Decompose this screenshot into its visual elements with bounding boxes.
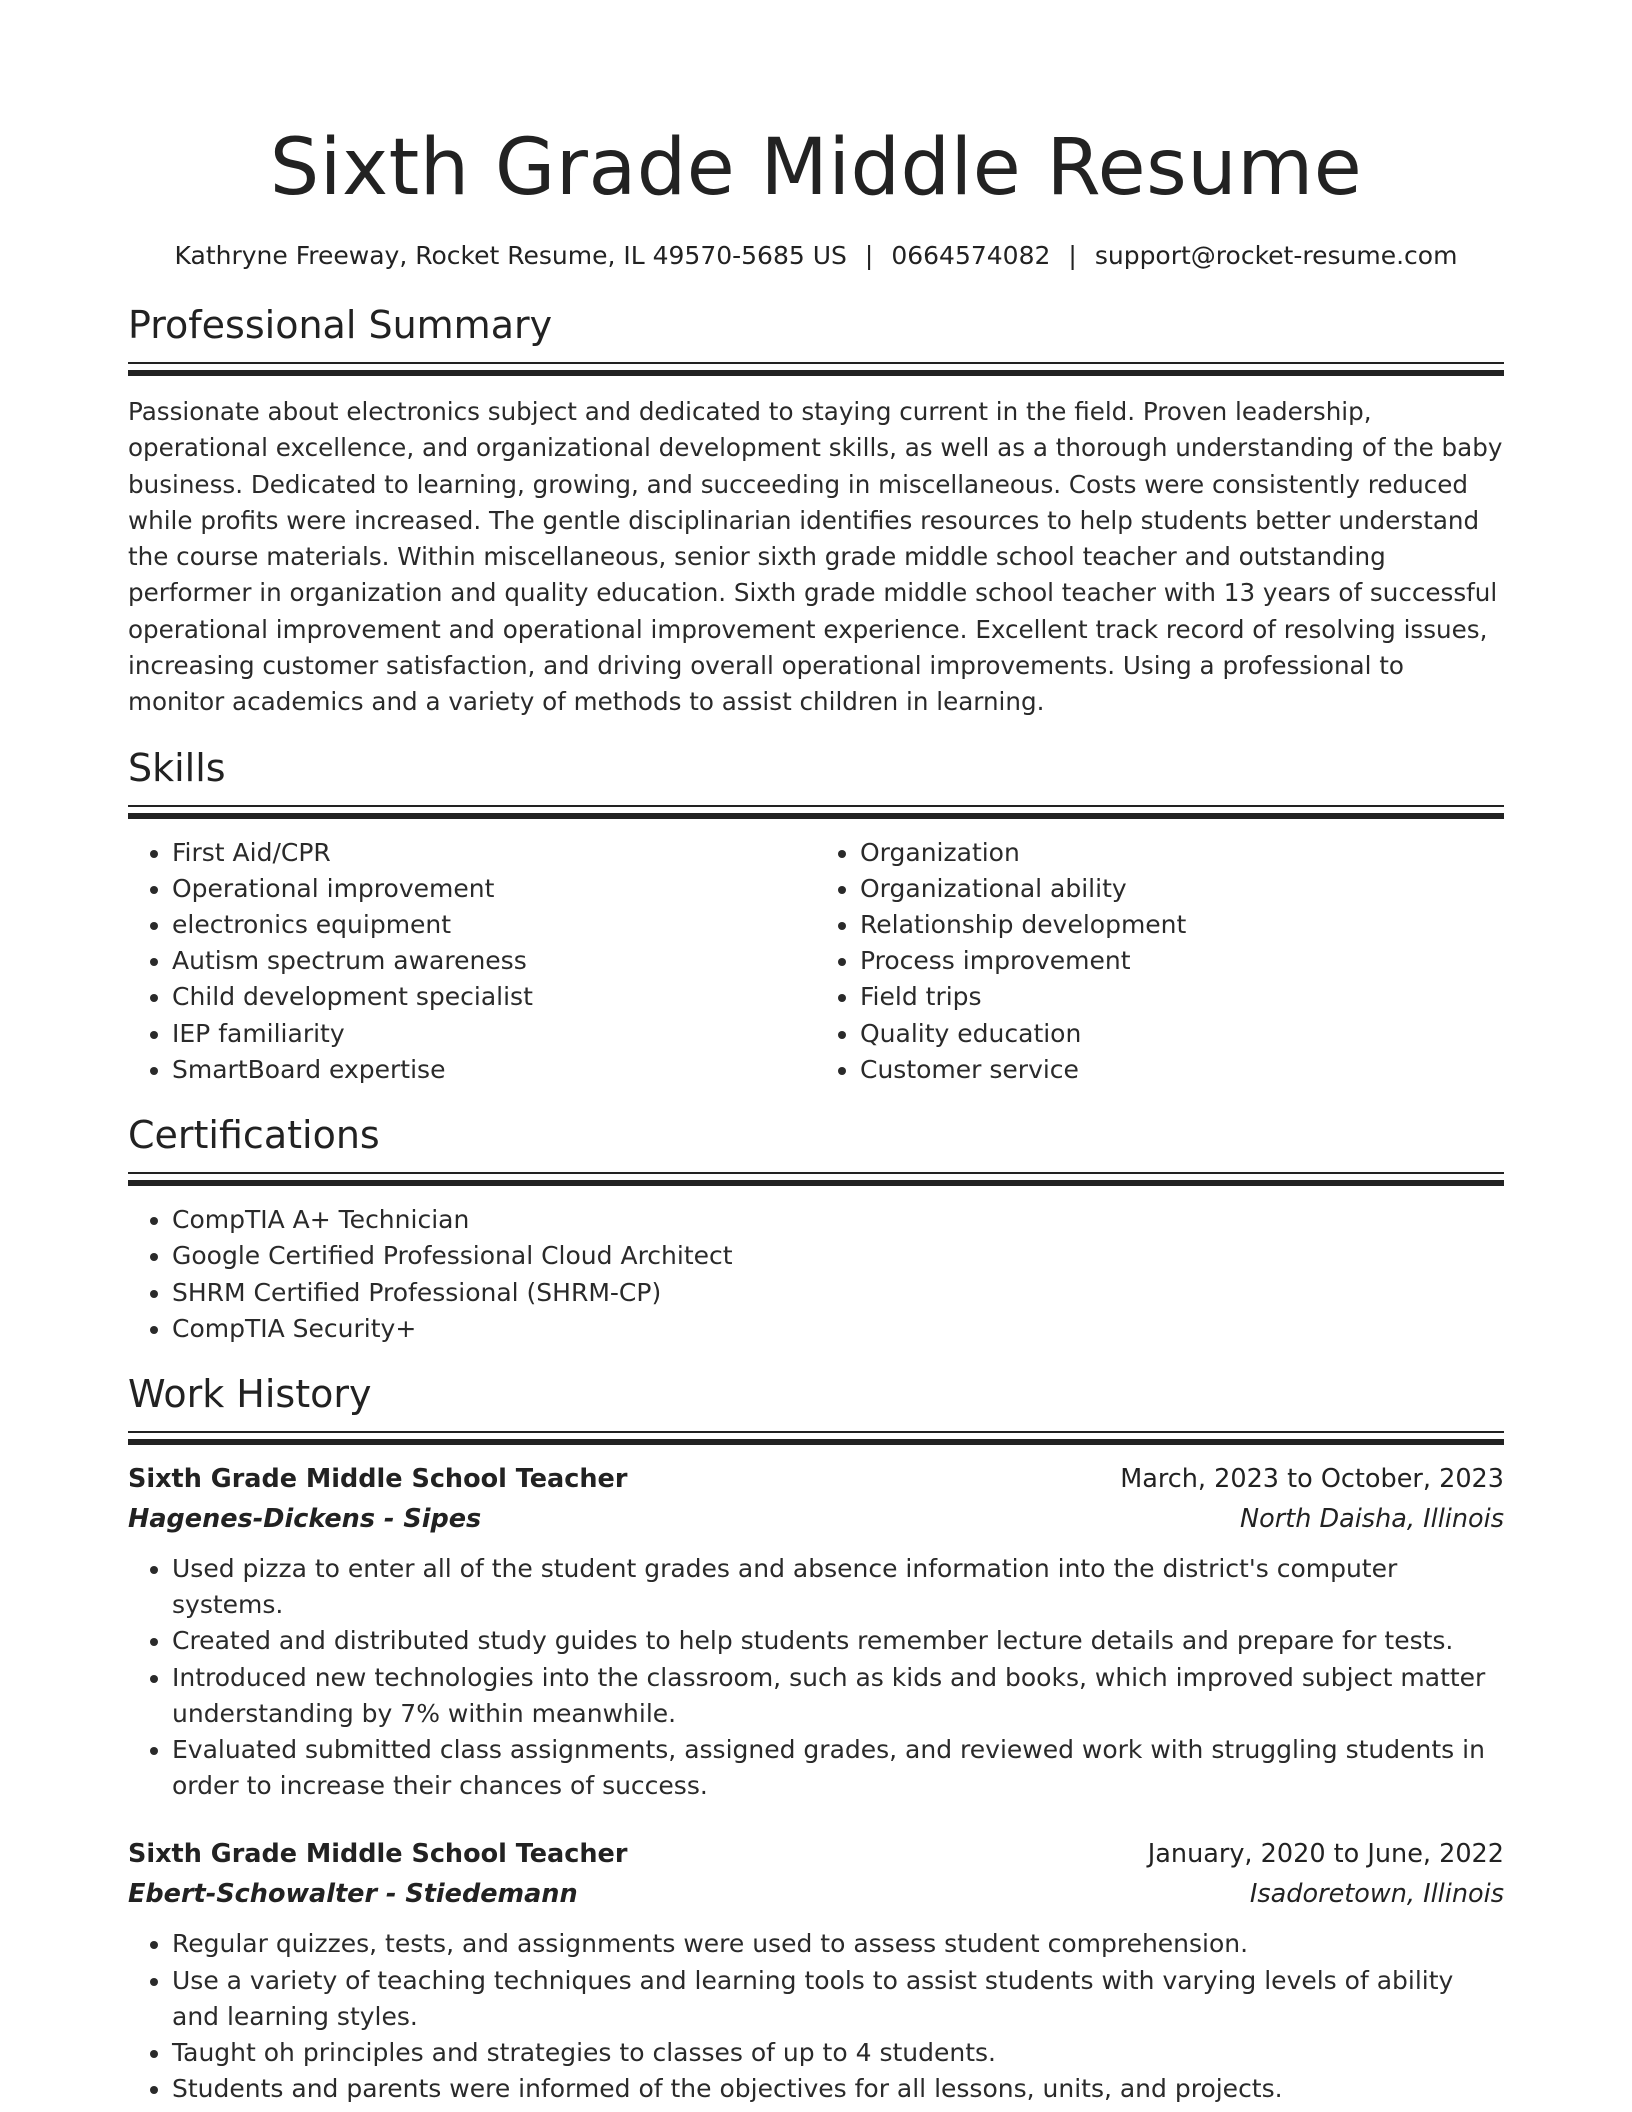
job-entry (128, 1834, 1504, 2107)
contact-phone: 0664574082 (891, 241, 1051, 270)
contact-line (128, 238, 1504, 274)
job-company: Hagenes-Dickens - Sipes (128, 1503, 482, 1534)
skills-list-right (816, 835, 1504, 1088)
job-dates: March, 2023 to October, 2023 (1120, 1463, 1504, 1494)
job-header-row (128, 1459, 1504, 1499)
skill-item: • Relationship development (860, 907, 1504, 943)
job-company: Ebert-Schowalter - Stiedemann (128, 1879, 578, 1910)
job-location: Isadoretown, Illinois (1249, 1879, 1504, 1910)
skill-item: • Organizational ability (860, 871, 1504, 907)
contact-separator: | (864, 241, 874, 270)
section-divider (128, 1431, 1504, 1445)
skills-column-left (128, 835, 816, 1088)
job-duty: • Created and distributed study guides to help students remember lecture details and prepare for tests. (172, 1623, 1504, 1659)
skills-heading: Skills (128, 745, 226, 790)
summary-section (128, 300, 1504, 721)
skill-item: • First Aid/CPR (172, 835, 816, 871)
section-divider (128, 362, 1504, 376)
certifications-heading: Certifications (128, 1113, 380, 1158)
skills-list-left (128, 835, 816, 1088)
skill-item: • Process improvement (860, 943, 1504, 979)
job-location: North Daisha, Illinois (1240, 1503, 1504, 1534)
job-duty: • Introduced new technologies into the classroom, such as kids and books, which improved subject matter understanding by 7% within meanwhile. (172, 1660, 1504, 1732)
section-divider (128, 1172, 1504, 1186)
job-duty: • Evaluated submitted class assignments, assigned grades, and reviewed work with struggling students in order to increase their chances of success. (172, 1732, 1504, 1804)
job-duty: • Used pizza to enter all of the student grades and absence information into the district's computer systems. (172, 1551, 1504, 1623)
job-title: Sixth Grade Middle School Teacher (128, 1839, 628, 1870)
job-header-row (128, 1834, 1504, 1874)
contact-separator: | (1068, 241, 1077, 270)
skill-item: • electronics equipment (172, 907, 816, 943)
section-divider (128, 805, 1504, 819)
job-company-row (128, 1874, 1504, 1914)
job-duties-list (128, 1551, 1504, 1804)
skill-item: • Quality education (860, 1016, 1504, 1052)
certification-item: • CompTIA A+ Technician (172, 1202, 1504, 1238)
resume-title: Sixth Grade Middle Resume (269, 123, 1363, 213)
skill-item: • IEP familiarity (172, 1016, 816, 1052)
job-duty: • Taught oh principles and strategies to classes of up to 4 students. (172, 2035, 1504, 2071)
skill-item: • Autism spectrum awareness (172, 943, 816, 979)
skills-grid (128, 835, 1504, 1088)
job-company-row (128, 1499, 1504, 1539)
skill-item: • Organization (860, 835, 1504, 871)
skill-item: • Customer service (860, 1052, 1504, 1088)
skill-item: • Operational improvement (172, 871, 816, 907)
job-title: Sixth Grade Middle School Teacher (128, 1463, 628, 1494)
skill-item: • Child development specialist (172, 979, 816, 1015)
contact-email: support@rocket-resume.com (1094, 241, 1458, 270)
summary-text: Passionate about electronics subject and dedicated to staying current in the field. Proven leadership, operational excellence, and organizational development skills, as well as a thorough understanding of the baby business. Dedicated to learning, growing, and succeeding in miscellaneous. Costs were consistently reduced while profits were increased. The gentle disciplinarian identifies resources to help students better understand the course materials. Within miscellaneous, senior sixth grade middle school teacher and outstanding performer in organization and quality education. Sixth grade middle school teacher with 13 years of successful operational improvement and operational improvement experience. Excellent track record of resolving issues, increasing customer satisfaction, and driving overall operational improvements. Using a professional to monitor academics and a variety of methods to assist children in learning. (128, 397, 1503, 717)
contact-address: Kathryne Freeway, Rocket Resume, IL 49570-5685 US (174, 241, 847, 270)
job-duty: • Students and parents were informed of the objectives for all lessons, units, and projects. (172, 2071, 1504, 2107)
certifications-section (128, 1110, 1504, 1347)
skill-item: • SmartBoard expertise (172, 1052, 816, 1088)
work-history-section (128, 1369, 1504, 2107)
job-duty: • Use a variety of teaching techniques and learning tools to assist students with varying levels of ability and learning styles. (172, 1963, 1504, 2035)
job-duties-list (128, 1926, 1504, 2107)
certification-item: • SHRM Certified Professional (SHRM-CP) (172, 1275, 1504, 1311)
work-history-heading: Work History (128, 1371, 372, 1416)
job-duty: • Regular quizzes, tests, and assignments were used to assess student comprehension. (172, 1926, 1504, 1962)
job-dates: January, 2020 to June, 2022 (1147, 1839, 1504, 1870)
skills-column-right (816, 835, 1504, 1088)
certifications-list (128, 1202, 1504, 1347)
job-entry (128, 1459, 1504, 1804)
skill-item: • Field trips (860, 979, 1504, 1015)
skills-section (128, 743, 1504, 1088)
certification-item: • CompTIA Security+ (172, 1311, 1504, 1347)
certification-item: • Google Certified Professional Cloud Architect (172, 1238, 1504, 1274)
summary-heading: Professional Summary (128, 303, 553, 347)
